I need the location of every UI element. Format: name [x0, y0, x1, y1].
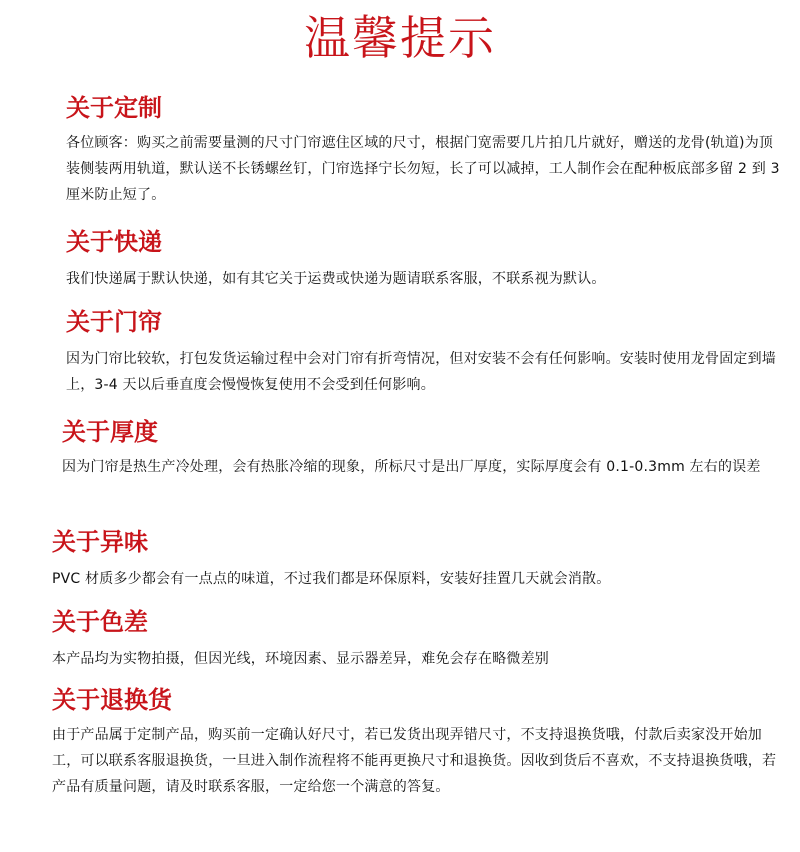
section-shipping [66, 226, 780, 292]
section-heading: 关于异味 [52, 527, 148, 556]
section-returns [52, 684, 782, 800]
section-body: 由于产品属于定制产品，购买前一定确认好尺寸，若已发货出现弄错尺寸，不支持退换货哦，付款后卖家没开始加工，可以联系客服退换货，一旦进入制作流程将不能再更换尺寸和退换货。因收到货后不喜欢，不支持退换货哦，若产品有质量问题，请及时联系客服，一定给您一个满意的答复。 [52, 727, 777, 795]
section-body: PVC 材质多少都会有一点点的味道，不过我们都是环保原料，安装好挂置几天就会消散。 [52, 571, 611, 587]
section-body: 我们快递属于默认快递，如有其它关于运费或快递为题请联系客服，不联系视为默认。 [66, 271, 606, 287]
page-title: 温馨提示 [304, 11, 496, 65]
section-curtain [66, 306, 780, 398]
section-heading: 关于色差 [52, 607, 148, 636]
section-customization [66, 92, 780, 208]
section-body: 本产品均为实物拍摄，但因光线，环境因素、显示器差异，难免会存在略微差别 [52, 651, 549, 667]
section-body: 因为门帘比较软，打包发货运输过程中会对门帘有折弯情况，但对安装不会有任何影响。安装时使用龙骨固定到墙上，3-4 天以后垂直度会慢慢恢复使用不会受到任何影响。 [66, 351, 776, 393]
section-body: 因为门帘是热生产冷处理，会有热胀冷缩的现象，所标尺寸是出厂厚度，实际厚度会有 0.1-0.3mm 左右的误差 [62, 459, 761, 475]
section-heading: 关于厚度 [62, 417, 158, 446]
section-heading: 关于退换货 [52, 685, 172, 714]
section-heading: 关于门帘 [66, 307, 162, 336]
section-heading: 关于定制 [66, 93, 162, 122]
section-color-difference [52, 606, 782, 672]
section-odor [52, 526, 782, 592]
section-body: 各位顾客：购买之前需要量测的尺寸门帘遮住区域的尺寸，根据门宽需要几片拍几片就好，赠送的龙骨(轨道)为顶装侧装两用轨道，默认送不长锈螺丝钉，门帘选择宁长勿短，长了可以减掉，工人制作会在配种板底部多留 2 到 3 厘米防止短了。 [66, 135, 780, 203]
section-heading: 关于快递 [66, 227, 162, 256]
section-thickness [62, 416, 782, 480]
